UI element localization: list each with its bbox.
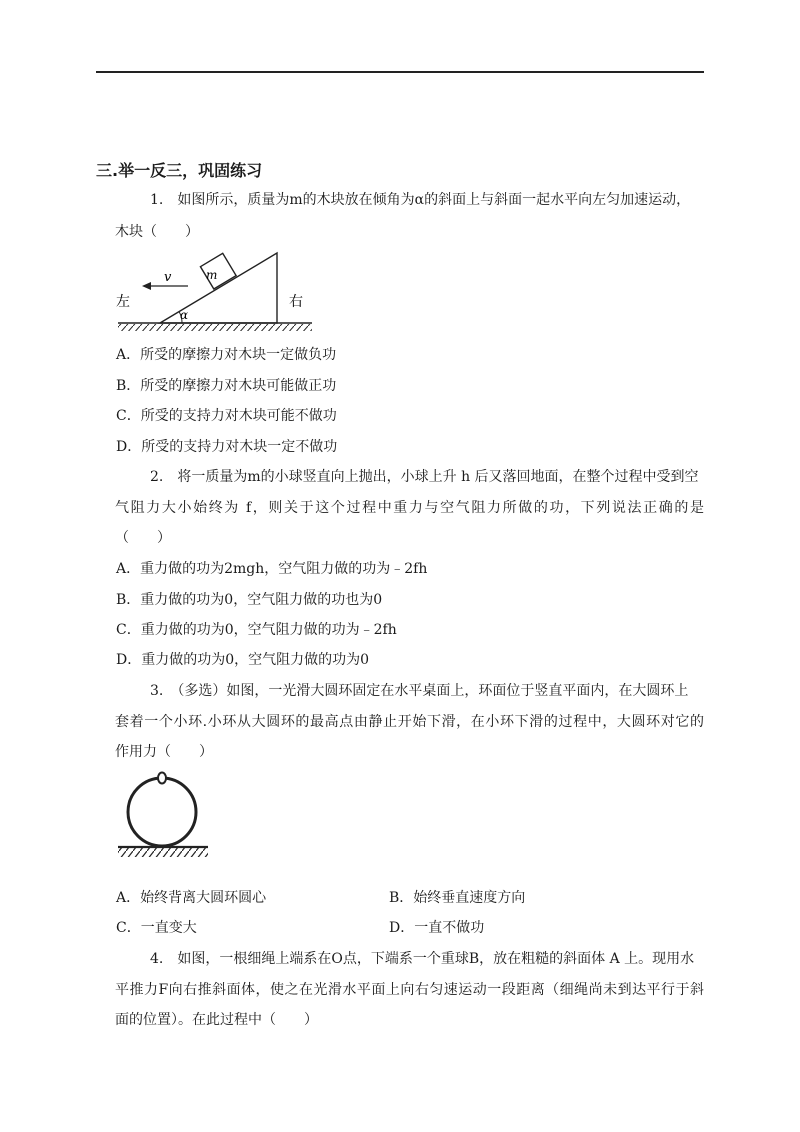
q3-stem-line2: 套着一个小环.小环从大圆环的最高点由静止开始下滑，在小环下滑的过程中，大圆环对它的 (115, 714, 704, 730)
large-ring (128, 778, 196, 846)
q3-stem-line1: 3. （多选）如图，一光滑大圆环固定在水平桌面上，环面位于竖直平面内，在大圆环上 (150, 683, 689, 699)
q3-stem-line3: 作用力（ ） (115, 744, 213, 760)
q2-option-c[interactable]: C．重力做的功为0，空气阻力做的功为﹣2fh (116, 622, 397, 638)
angle-label: α (180, 308, 189, 322)
q3-option-a[interactable]: A．始终背离大圆环圆心 (116, 890, 267, 906)
q2-stem-line3: （ ） (115, 530, 171, 546)
header-rule (96, 71, 704, 73)
small-ring (158, 773, 166, 784)
q1-stem-line1: 1. 如图所示，质量为m的木块放在倾角为α的斜面上与斜面一起水平向左匀加速运动， (150, 192, 691, 208)
q4-stem-line2: 平推力F向右推斜面体，使之在光滑水平面上向右匀速运动一段距离（细绳尚未到达平行于斜 (115, 982, 704, 998)
right-label: 右 (289, 294, 303, 310)
table-hatch (118, 848, 208, 857)
q4-stem-line1: 4. 如图，一根细绳上端系在O点，下端系一个重球B，放在粗糙的斜面体 A 上。现用水 (150, 951, 695, 967)
left-label: 左 (116, 294, 130, 310)
q3-ring-figure (112, 770, 212, 862)
q4-stem-line3: 面的位置）。在此过程中（ ） (115, 1012, 318, 1028)
ground-hatch (118, 324, 312, 331)
q1-option-c[interactable]: C．所受的支持力对木块可能不做功 (116, 408, 337, 424)
q1-stem-line2: 木块（ ） (115, 224, 199, 240)
q1-option-d[interactable]: D．所受的支持力对木块一定不做功 (116, 439, 338, 455)
q3-option-d[interactable]: D．一直不做功 (389, 920, 485, 936)
q2-option-b[interactable]: B．重力做的功为0，空气阻力做的功也为0 (116, 592, 383, 608)
q2-stem-line1: 2. 将一质量为m的小球竖直向上抛出，小球上升 h 后又落回地面，在整个过程中受到空 (150, 469, 699, 485)
mass-label: m (206, 268, 218, 282)
q1-incline-figure (112, 246, 317, 336)
q2-option-d[interactable]: D．重力做的功为0，空气阻力做的功为0 (116, 652, 370, 668)
q2-stem-line2: 气阻力大小始终为 f，则关于这个过程中重力与空气阻力所做的功，下列说法正确的是 (115, 500, 704, 516)
velocity-arrowhead (142, 282, 151, 290)
section-title: 三.举一反三，巩固练习 (96, 161, 263, 180)
q2-option-a[interactable]: A．重力做的功为2mgh，空气阻力做的功为﹣2fh (116, 561, 428, 577)
velocity-label: v (164, 270, 172, 285)
q3-option-b[interactable]: B．始终垂直速度方向 (389, 890, 526, 906)
q1-option-b[interactable]: B．所受的摩擦力对木块可能做正功 (116, 378, 337, 394)
q3-option-c[interactable]: C．一直变大 (116, 920, 197, 936)
q1-option-a[interactable]: A．所受的摩擦力对木块一定做负功 (116, 347, 337, 363)
